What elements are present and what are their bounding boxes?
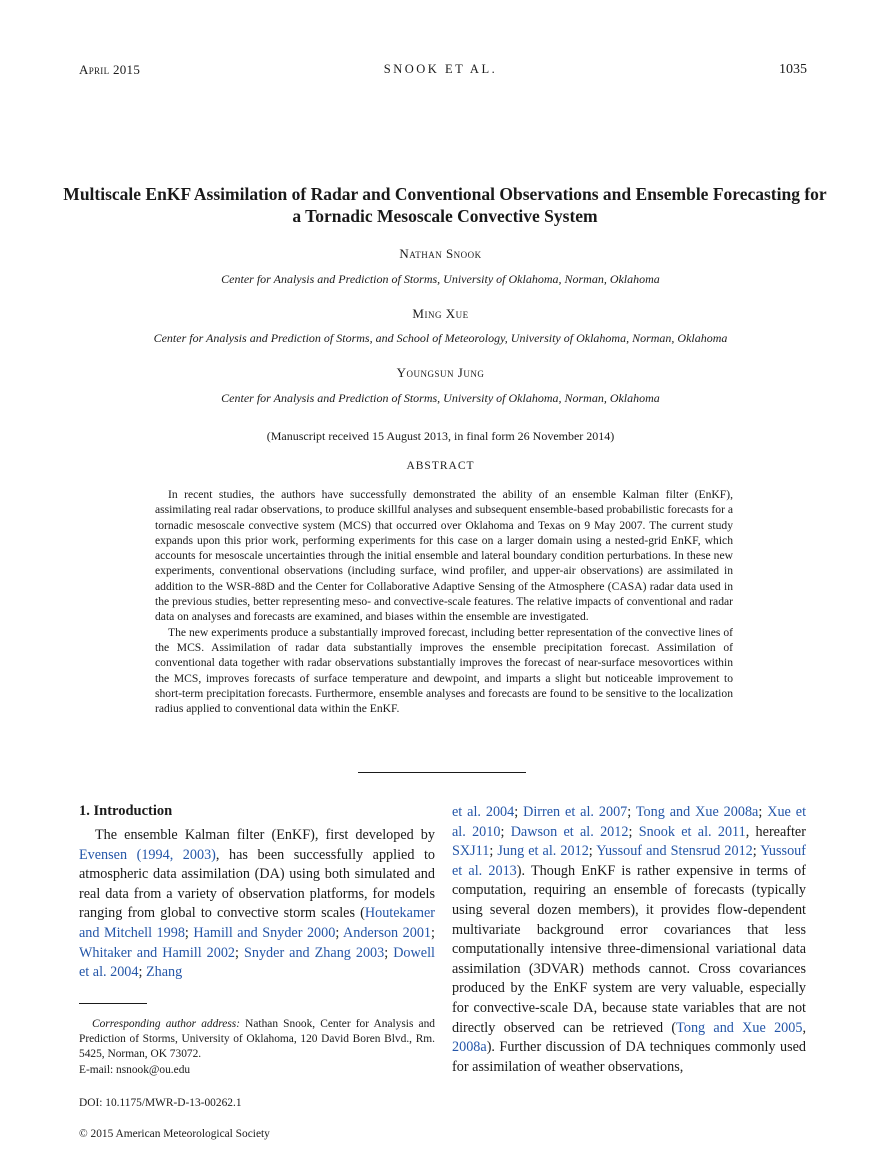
body-column-right <box>452 803 806 1077</box>
author-affiliation: Center for Analysis and Prediction of Storms, and School of Meteorology, University of Oklahoma, Norman, Oklahoma <box>153 331 728 345</box>
body-paragraph: et al. 2004; Dirren et al. 2007; Tong and Xue 2008a; Xue et al. 2010; Dawson et al. 2012; Snook et al. 2011, hereafter SXJ11; Jung et al. 2012; Yussouf and Stensrud 2012; Yussouf et al. 2013). Though EnKF is rather expensive in terms of computation, requiring an ensemble of forecasts (typically using several dozen members), it provides flow-dependent multivariate background error covariances that less computationally intensive three-dimensional variational data assimilation (3DVAR) methods cannot. Cross covariances produced by the EnKF system are very valuable, especially for convective-scale DA, because state variables that are not directly observed can be retrieved (Tong and Xue 2005, 2008a). Further discussion of DA techniques commonly used for assimilation of weather observations, <box>452 804 807 1075</box>
author-name: Nathan Snook <box>399 246 482 261</box>
running-header-date: April 2015 <box>79 62 141 77</box>
author-affiliation: Center for Analysis and Prediction of Storms, University of Oklahoma, Norman, Oklahoma <box>221 391 660 405</box>
citation-link[interactable]: Tong and Xue 2008a <box>635 804 759 820</box>
citation-link[interactable]: Tong and Xue 2005 <box>676 1019 803 1036</box>
author-affiliation: Center for Analysis and Prediction of Storms, University of Oklahoma, Norman, Oklahoma <box>221 272 660 286</box>
citation-link[interactable]: Whitaker and Hamill 2002 <box>79 944 236 961</box>
citation-link[interactable]: Xue et al. 2010 <box>452 804 807 840</box>
citation-link[interactable]: Yussouf and Stensrud 2012 <box>596 843 753 860</box>
footnote <box>79 1017 435 1078</box>
citation-link[interactable]: Anderson 2001 <box>342 924 432 941</box>
body-paragraph: The ensemble Kalman filter (EnKF), first developed by Evensen (1994, 2003), has been successfully applied to atmospheric data assimilation (DA) using both simulated and real data from a variety of observation platforms, for models ranging from global to convective storm scales (Houtekamer and Mitchell 1998; Hamill and Snyder 2000; Anderson 2001; Whitaker and Hamill 2002; Snyder and Zhang 2003; Dowell et al. 2004; Zhang <box>79 827 435 981</box>
running-header-authors: SNOOK ET AL. <box>383 62 498 76</box>
abstract-paragraph: The new experiments produce a substantially improved forecast, including better representation of the convective lines of the MCS. Assimilation of radar data substantially improves the ensemble precipitation forecast. Assimilation of conventional data together with radar observations substantially improves the forecast of near-surface mesovortices within the MCS, improves forecasts of surface temperature and dewpoint, and imparts a slight but noticeable improvement to short-term precipitation forecasts. Furthermore, ensemble analyses and forecasts are found to be sensitive to the localization radius applied to conventional data within the EnKF. <box>155 625 733 716</box>
author-name: Youngsun Jung <box>396 365 485 380</box>
citation-link[interactable]: Hamill and Snyder 2000 <box>193 924 336 941</box>
footnote-rule <box>79 1003 147 1004</box>
citation-link[interactable]: Snyder and Zhang 2003 <box>243 944 385 961</box>
abstract-paragraph: In recent studies, the authors have successfully demonstrated the ability of an ensemble Kalman filter (EnKF), assimilating real radar observations, to produce skillful analyses and subsequent ensemble-based probabilistic forecasts for a tornadic mesoscale convective system (MCS) that occurred over Oklahoma and Texas on 9 May 2007. The current study expands upon this prior work, performing experiments for this case on a larger domain using a nested-grid EnKF, which accounts for mesoscale uncertainties through the initial ensemble and lateral boundary condition perturbations. In these new experiments, conventional observations (including surface, wind profiler, and upper-air observations) are assimilated in addition to the WSR-88D and the Center for Collaborative Adaptive Sensing of the Atmosphere (CASA) radar data used in the previous studies, better representing meso- and convective-scale features. The relative impacts of conventional and radar data on analyses and forecasts are examined, and biases within the ensemble are investigated. <box>155 488 733 624</box>
citation-link[interactable]: Dawson et al. 2012 <box>510 823 629 840</box>
citation-link[interactable]: Evensen (1994, 2003) <box>79 846 216 863</box>
citation-link[interactable]: Zhang <box>146 964 183 981</box>
citation-link[interactable]: Dowell et al. 2004 <box>79 944 435 981</box>
section-heading: 1. Introduction <box>79 803 173 819</box>
abstract <box>155 487 733 716</box>
section-divider <box>358 772 526 773</box>
manuscript-dates: (Manuscript received 15 August 2013, in final form 26 November 2014) <box>266 429 615 443</box>
citation-link[interactable]: SXJ11 <box>452 843 490 860</box>
citation-link[interactable]: Houtekamer and Mitchell 1998 <box>79 905 435 941</box>
abstract-heading: ABSTRACT <box>406 460 475 472</box>
page-number: 1035 <box>779 62 807 77</box>
body-column-left <box>79 826 435 983</box>
citation-link[interactable]: 2008a <box>452 1039 487 1056</box>
doi: DOI: 10.1175/MWR-D-13-00262.1 <box>79 1097 242 1109</box>
citation-link[interactable]: Jung et al. 2012 <box>497 843 589 860</box>
footnote-email: E-mail: nsnook@ou.edu <box>79 1063 191 1076</box>
citation-link[interactable]: Dirren et al. 2007 <box>523 804 628 820</box>
footnote-text: Nathan Snook, Center for Analysis and Prediction of Storms, University of Oklahoma, 120 David Boren Blvd., Rm. 5425, Norman, OK 73072. <box>79 1018 435 1061</box>
citation-link[interactable]: Snook et al. 2011 <box>638 823 746 840</box>
author-name: Ming Xue <box>412 306 469 321</box>
copyright: © 2015 American Meteorological Society <box>79 1128 270 1140</box>
citation-link[interactable]: Yussouf et al. 2013 <box>452 843 806 879</box>
citation-link[interactable]: et al. 2004 <box>452 804 515 820</box>
footnote-label: Corresponding author address: <box>92 1018 241 1030</box>
paper-title: Multiscale EnKF Assimilation of Radar and Conventional Observations and Ensemble Forecasting for a Tornadic Mesoscale Convective System <box>63 184 827 226</box>
